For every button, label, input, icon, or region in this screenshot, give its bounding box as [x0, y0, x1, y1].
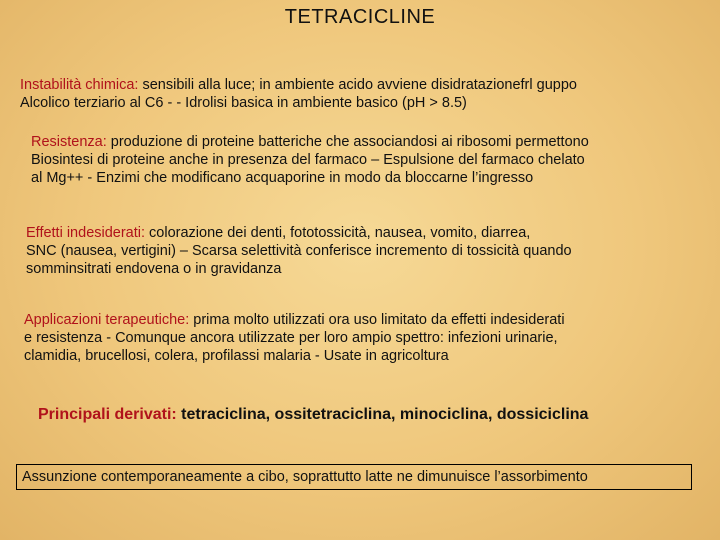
resistenza-line-1: produzione di proteine batteriche che associandosi ai ribosomi permettono — [106, 134, 589, 150]
derivati-label: Principali derivati: — [38, 406, 177, 423]
applicazioni-line-1: prima molto utilizzati ora uso limitato da effetti indesiderati — [189, 312, 565, 328]
effetti-line-3: somminsitrati endovena o in gravidanza — [26, 261, 282, 277]
assunzione-note-box: Assunzione contemporaneamente a cibo, soprattutto latte ne dimunuisce l’assorbimento — [16, 464, 692, 490]
effetti-line-1: colorazione dei denti, fototossicità, nausea, vomito, diarrea, — [145, 225, 531, 241]
effetti-label: Effetti indesiderati: — [26, 225, 146, 241]
applicazioni-section — [24, 311, 565, 365]
instabilita-label: Instabilità chimica: — [20, 77, 139, 93]
applicazioni-line-3: clamidia, brucellosi, colera, profilassi malaria - Usate in agricoltura — [24, 348, 449, 364]
effetti-section — [26, 224, 572, 278]
derivati-section — [38, 406, 588, 424]
applicazioni-label: Applicazioni terapeutiche: — [24, 312, 190, 328]
effetti-line-2: SNC (nausea, vertigini) – Scarsa selettività conferisce incremento di tossicità quando — [26, 243, 572, 259]
slide-title: TETRACICLINE — [284, 6, 436, 28]
resistenza-label: Resistenza: — [31, 134, 107, 150]
instabilita-line-2: Alcolico terziario al C6 - - Idrolisi basica in ambiente basico (pH > 8.5) — [20, 95, 467, 111]
applicazioni-line-2: e resistenza - Comunque ancora utilizzate per loro ampio spettro: infezioni urinarie, — [24, 330, 558, 346]
instabilita-section — [20, 76, 577, 112]
resistenza-section — [31, 133, 589, 187]
derivati-text: tetraciclina, ossitetraciclina, minociclina, dossiciclina — [176, 406, 589, 423]
resistenza-line-2: Biosintesi di proteine anche in presenza del farmaco – Espulsione del farmaco chelato — [31, 152, 585, 168]
resistenza-line-3: al Mg++ - Enzimi che modificano acquaporine in modo da bloccarne l’ingresso — [31, 170, 534, 186]
instabilita-line-1: sensibili alla luce; in ambiente acido avviene disidratazionefrl guppo — [138, 77, 577, 93]
